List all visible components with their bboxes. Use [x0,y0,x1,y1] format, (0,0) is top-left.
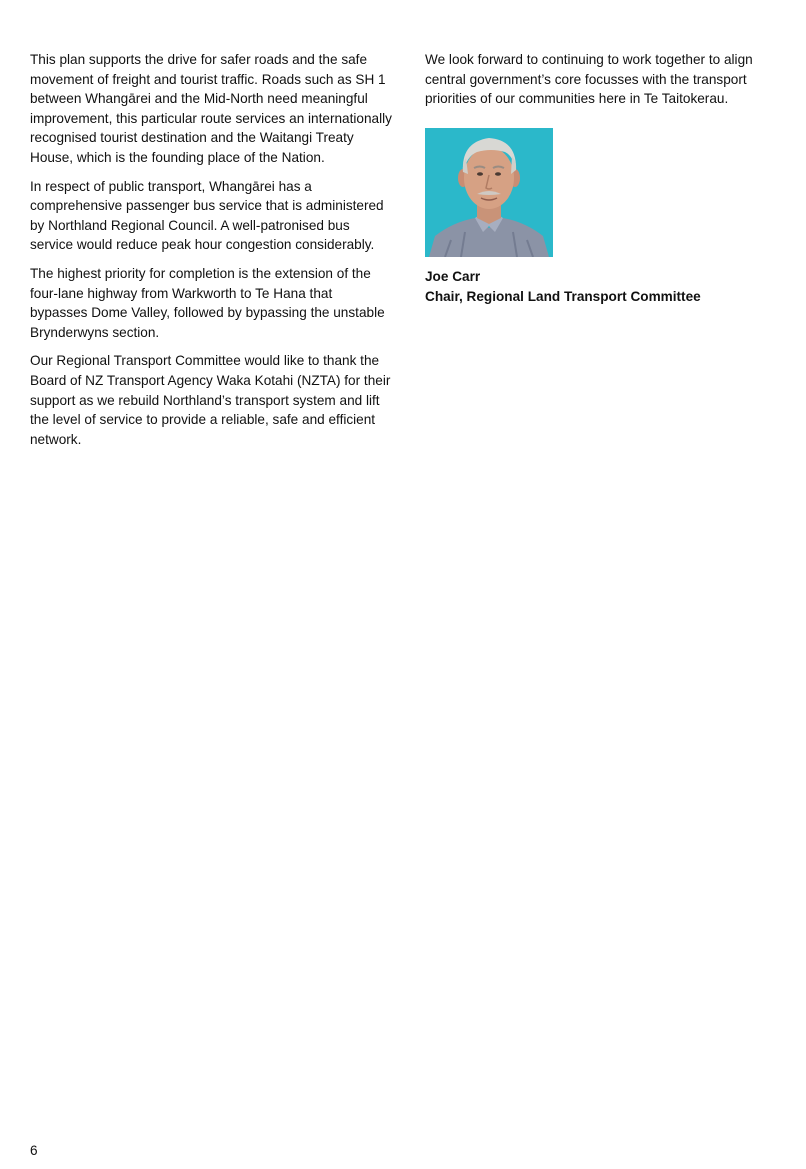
paragraph-public-transport: In respect of public transport, Whangārei has a comprehensive passenger bus service that is administered by Northland Regional Council. A well-patronised bus service would reduce peak hour congestion considerably. [30,178,384,253]
portrait-photo [425,128,553,257]
right-text-column [425,50,770,307]
portrait-illustration [425,128,553,257]
page-number: 6 [30,1143,38,1158]
signatory-name: Joe Carr [425,268,481,284]
signatory-title: Chair, Regional Land Transport Committee [425,288,701,304]
paragraph-highway-priority: The highest priority for completion is the extension of the four-lane highway from Warkworth to Te Hana that bypasses Dome Valley, followed by bypassing the unstable Brynderwyns section. [30,265,385,340]
left-text-column [30,50,392,458]
paragraph-looking-forward: We look forward to continuing to work together to align central government’s core focusses with the transport priorities of our communities here in Te Taitokerau. [425,52,753,107]
paragraph-safer-roads: This plan supports the drive for safer roads and the safe movement of freight and tourist traffic. Roads such as SH 1 between Whangārei and the Mid-North need meaningful improvement, this particular route services an internationally recognised tourist destination and the Waitangi Treaty House, which is the founding place of the Nation. [30,52,392,165]
paragraph-thanks-nzta: Our Regional Transport Committee would like to thank the Board of NZ Transport Agency Waka Kotahi (NZTA) for their support as we rebuild Northland’s transport system and lift the level of service to provide a reliable, safe and efficient network. [30,353,391,447]
